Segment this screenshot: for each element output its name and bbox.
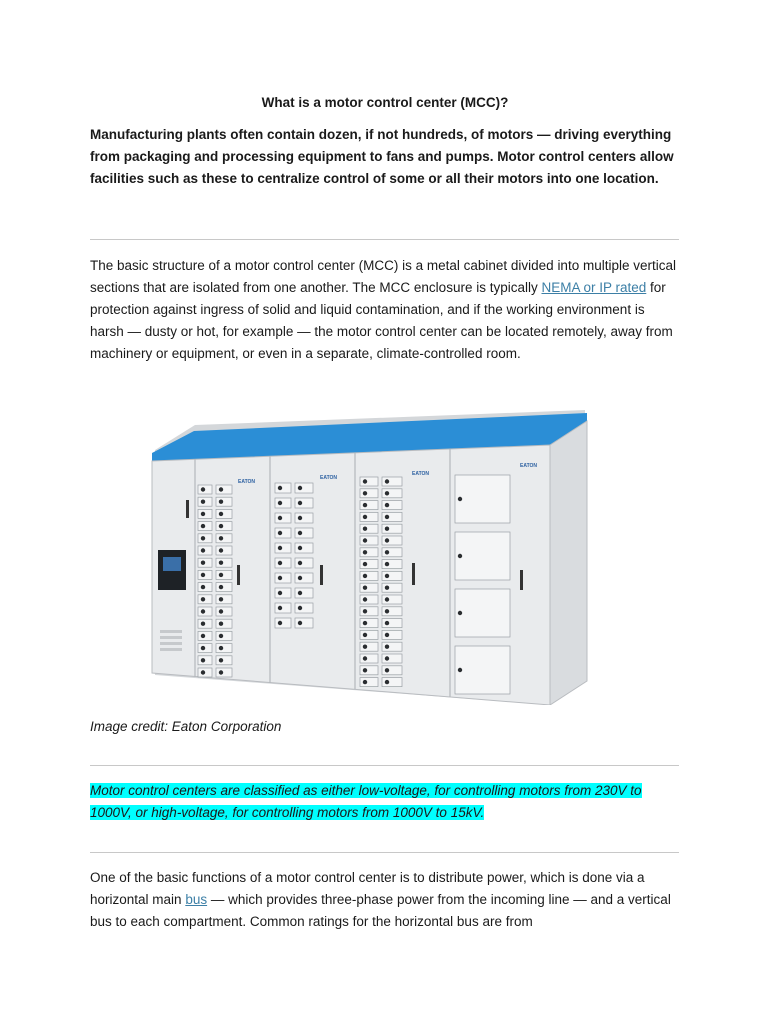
drawer-module xyxy=(216,497,232,506)
drawer-knob xyxy=(385,656,389,660)
drawer-knob xyxy=(363,586,367,590)
paragraph-text: for protection against ingress of solid and liquid contamination, and if the working environment is harsh — dusty or hot, for example — the motor control center can be located remotely, away from machinery or equipment, or even in a separate, climate-controlled room. xyxy=(90,280,673,361)
drawer-knob xyxy=(201,561,205,565)
drawer-module xyxy=(360,501,378,510)
drawer-knob xyxy=(363,621,367,625)
drawer-knob xyxy=(201,597,205,601)
section-divider xyxy=(90,852,679,853)
drawer-knob xyxy=(201,658,205,662)
drawer-knob xyxy=(219,500,223,504)
drawer-knob xyxy=(298,606,302,610)
drawer-knob xyxy=(219,585,223,589)
drawer-knob xyxy=(458,611,462,615)
drawer-knob xyxy=(385,515,389,519)
article-intro: Manufacturing plants often contain dozen, if not hundreds, of motors — driving everything from packaging and processing equipment to fans and pumps. Motor control centers allow facilities such as these to centralize control of some or all their motors into one location. xyxy=(90,127,674,186)
drawer-knob xyxy=(298,516,302,520)
drawer-module xyxy=(216,644,232,653)
drawer-module xyxy=(275,498,291,508)
cabinet-side xyxy=(550,421,587,705)
drawer-knob xyxy=(219,597,223,601)
drawer-knob xyxy=(201,573,205,577)
drawer-knob xyxy=(201,646,205,650)
drawer-module xyxy=(295,618,313,628)
drawer-knob xyxy=(363,633,367,637)
drawer-module xyxy=(216,522,232,531)
drawer-knob xyxy=(363,597,367,601)
drawer-knob xyxy=(385,597,389,601)
drawer-knob xyxy=(219,658,223,662)
drawer-module xyxy=(360,489,378,498)
drawer-knob xyxy=(278,501,282,505)
drawer-knob xyxy=(298,591,302,595)
drawer-module xyxy=(295,483,313,493)
drawer-module xyxy=(360,678,378,687)
drawer-module xyxy=(216,583,232,592)
drawer-knob xyxy=(201,524,205,528)
drawer-knob xyxy=(385,633,389,637)
drawer-knob xyxy=(385,491,389,495)
drawer-knob xyxy=(363,562,367,566)
drawer-module xyxy=(275,618,291,628)
drawer-module xyxy=(360,642,378,651)
drawer-module xyxy=(360,477,378,486)
drawer-module xyxy=(295,573,313,583)
drawer-module xyxy=(216,570,232,579)
drawer-knob xyxy=(201,670,205,674)
drawer-module xyxy=(216,546,232,555)
drawer-knob xyxy=(363,550,367,554)
drawer-module xyxy=(360,607,378,616)
drawer-module xyxy=(216,558,232,567)
highlighted-note xyxy=(90,780,682,824)
drawer-module xyxy=(295,528,313,538)
drawer-module xyxy=(360,583,378,592)
drawer-module xyxy=(455,532,510,580)
drawer-module xyxy=(360,571,378,580)
drawer-knob xyxy=(458,554,462,558)
drawer-module xyxy=(216,509,232,518)
drawer-knob xyxy=(278,576,282,580)
brand-label: EATON xyxy=(520,463,538,469)
drawer-knob xyxy=(363,609,367,613)
breaker-display xyxy=(163,557,181,571)
drawer-knob xyxy=(385,479,389,483)
drawer-module xyxy=(360,630,378,639)
paragraph-text: One of the basic functions of a motor control center is to distribute power, which is done via a horizontal main xyxy=(90,870,645,907)
brand-label: EATON xyxy=(238,479,256,485)
drawer-module xyxy=(275,528,291,538)
bus-link[interactable]: bus xyxy=(185,892,208,907)
drawer-module xyxy=(295,558,313,568)
section-divider xyxy=(90,765,679,766)
paragraph-bus xyxy=(90,867,682,933)
drawer-knob xyxy=(363,527,367,531)
drawer-knob xyxy=(278,486,282,490)
drawer-knob xyxy=(219,609,223,613)
drawer-knob xyxy=(278,621,282,625)
drawer-knob xyxy=(363,538,367,542)
drawer-knob xyxy=(201,487,205,491)
drawer-knob xyxy=(201,536,205,540)
drawer-knob xyxy=(385,586,389,590)
highlighted-text: Motor control centers are classified as either low-voltage, for controlling motors from 230V to 1000V, or high-voltage, for controlling motors from 1000V to 15kV. xyxy=(90,783,642,820)
drawer-knob xyxy=(458,668,462,672)
drawer-module xyxy=(360,536,378,545)
drawer-knob xyxy=(363,491,367,495)
drawer-knob xyxy=(385,668,389,672)
drawer-knob xyxy=(219,512,223,516)
drawer-knob xyxy=(278,591,282,595)
drawer-module xyxy=(360,654,378,663)
drawer-module xyxy=(216,534,232,543)
drawer-knob xyxy=(363,668,367,672)
drawer-knob xyxy=(219,561,223,565)
drawer-module xyxy=(275,543,291,553)
drawer-module xyxy=(216,485,232,494)
drawer-module xyxy=(360,512,378,521)
drawer-module xyxy=(275,603,291,613)
drawer-knob xyxy=(385,609,389,613)
brand-label: EATON xyxy=(320,475,338,481)
drawer-knob xyxy=(219,487,223,491)
drawer-knob xyxy=(201,512,205,516)
drawer-module xyxy=(360,666,378,675)
drawer-module xyxy=(275,483,291,493)
drawer-knob xyxy=(385,621,389,625)
drawer-knob xyxy=(278,546,282,550)
drawer-knob xyxy=(278,531,282,535)
drawer-knob xyxy=(298,546,302,550)
paragraph-text: — which provides three-phase power from the incoming line — and a vertical bus to each compartment. Common ratings for the horizontal bus are from xyxy=(90,892,671,929)
drawer-knob xyxy=(201,585,205,589)
drawer-knob xyxy=(385,680,389,684)
drawer-knob xyxy=(278,606,282,610)
drawer-knob xyxy=(219,634,223,638)
drawer-module xyxy=(360,560,378,569)
drawer-knob xyxy=(201,609,205,613)
image-caption: Image credit: Eaton Corporation xyxy=(90,719,282,734)
drawer-knob xyxy=(385,562,389,566)
drawer-module xyxy=(275,513,291,523)
drawer-module xyxy=(455,646,510,694)
drawer-knob xyxy=(363,479,367,483)
drawer-knob xyxy=(201,634,205,638)
drawer-knob xyxy=(298,531,302,535)
drawer-knob xyxy=(385,538,389,542)
drawer-knob xyxy=(298,621,302,625)
section-divider xyxy=(90,239,679,240)
drawer-module xyxy=(216,595,232,604)
drawer-module xyxy=(275,558,291,568)
drawer-module xyxy=(216,607,232,616)
drawer-knob xyxy=(363,574,367,578)
drawer-knob xyxy=(385,645,389,649)
drawer-knob xyxy=(219,622,223,626)
drawer-knob xyxy=(219,573,223,577)
drawer-knob xyxy=(363,503,367,507)
article-title: What is a motor control center (MCC)? xyxy=(261,95,509,110)
drawer-knob xyxy=(201,548,205,552)
drawer-knob xyxy=(219,670,223,674)
drawer-knob xyxy=(219,548,223,552)
drawer-module xyxy=(216,631,232,640)
drawer-module xyxy=(295,543,313,553)
drawer-knob xyxy=(219,646,223,650)
drawer-module xyxy=(360,548,378,557)
drawer-knob xyxy=(458,497,462,501)
drawer-knob xyxy=(363,645,367,649)
drawer-knob xyxy=(363,680,367,684)
brand-label: EATON xyxy=(412,471,430,477)
drawer-knob xyxy=(219,524,223,528)
drawer-module xyxy=(360,595,378,604)
drawer-module xyxy=(360,524,378,533)
drawer-knob xyxy=(201,500,205,504)
nema-ip-rated-link[interactable]: NEMA or IP rated xyxy=(541,280,647,295)
drawer-knob xyxy=(298,486,302,490)
drawer-knob xyxy=(219,536,223,540)
drawer-knob xyxy=(385,550,389,554)
drawer-module xyxy=(455,589,510,637)
drawer-module xyxy=(295,498,313,508)
drawer-module xyxy=(360,619,378,628)
drawer-knob xyxy=(385,574,389,578)
drawer-module xyxy=(275,573,291,583)
drawer-module xyxy=(216,656,232,665)
drawer-module xyxy=(295,603,313,613)
drawer-module xyxy=(216,668,232,677)
drawer-knob xyxy=(201,622,205,626)
drawer-module xyxy=(275,588,291,598)
drawer-knob xyxy=(298,576,302,580)
drawer-module xyxy=(455,475,510,523)
drawer-module xyxy=(295,513,313,523)
mcc-cabinet-image xyxy=(150,405,590,705)
drawer-knob xyxy=(385,527,389,531)
drawer-knob xyxy=(363,656,367,660)
paragraph-structure xyxy=(90,255,682,365)
drawer-module xyxy=(216,619,232,628)
paragraph-text: The basic structure of a motor control center (MCC) is a metal cabinet divided into multiple vertical sections that are isolated from one another. The MCC enclosure is typically xyxy=(90,258,676,295)
drawer-knob xyxy=(278,516,282,520)
drawer-knob xyxy=(363,515,367,519)
drawer-knob xyxy=(298,501,302,505)
drawer-knob xyxy=(385,503,389,507)
drawer-knob xyxy=(278,561,282,565)
drawer-module xyxy=(295,588,313,598)
drawer-knob xyxy=(298,561,302,565)
